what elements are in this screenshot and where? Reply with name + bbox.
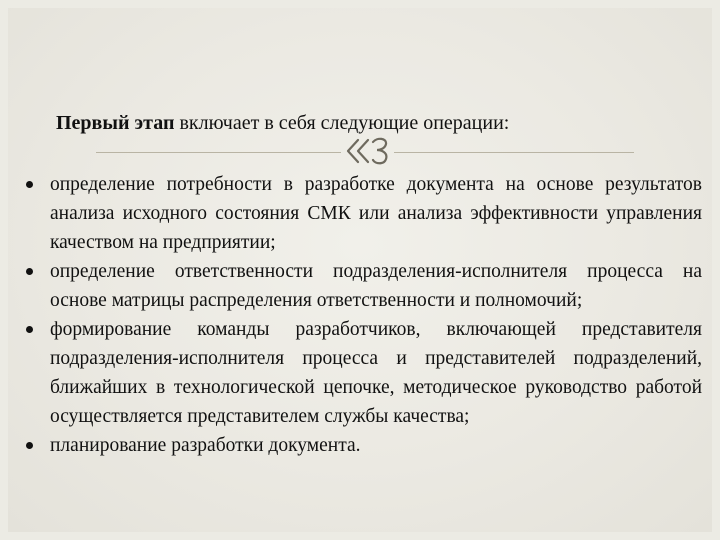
bullet-item: [24, 170, 702, 257]
heading-rest: включает в себя следующие операции:: [174, 112, 510, 134]
divider-right: [394, 152, 634, 153]
bullet-item: [24, 257, 702, 315]
quote-mark-icon: [344, 134, 392, 168]
bullet-dot-icon: [26, 181, 33, 188]
bullet-list: [24, 170, 702, 460]
bullet-dot-icon: [26, 326, 33, 333]
divider-left: [96, 152, 341, 153]
bullet-item: [24, 431, 702, 460]
bullet-item: [24, 315, 702, 431]
heading-bold: Первый этап: [56, 112, 175, 134]
bullet-dot-icon: [26, 268, 33, 275]
bullet-dot-icon: [26, 442, 33, 449]
slide-heading: [56, 112, 509, 135]
bullet-text: определение потребности в разработке документа на основе результатов анализа исходного состояния СМК или анализа эффективности управления качеством на предприятии;: [50, 174, 702, 253]
bullet-text: определение ответственности подразделения-исполнителя процесса на основе матрицы распределения ответственности и полномочий;: [50, 261, 702, 311]
bullet-text: планирование разработки документа.: [50, 435, 361, 456]
bullet-text: формирование команды разработчиков, включающей представителя подразделения-исполнителя процесса и представителей подразделений, ближайших в технологической цепочке, методическое руководство работой осуществляется представителем службы качества;: [50, 319, 702, 427]
